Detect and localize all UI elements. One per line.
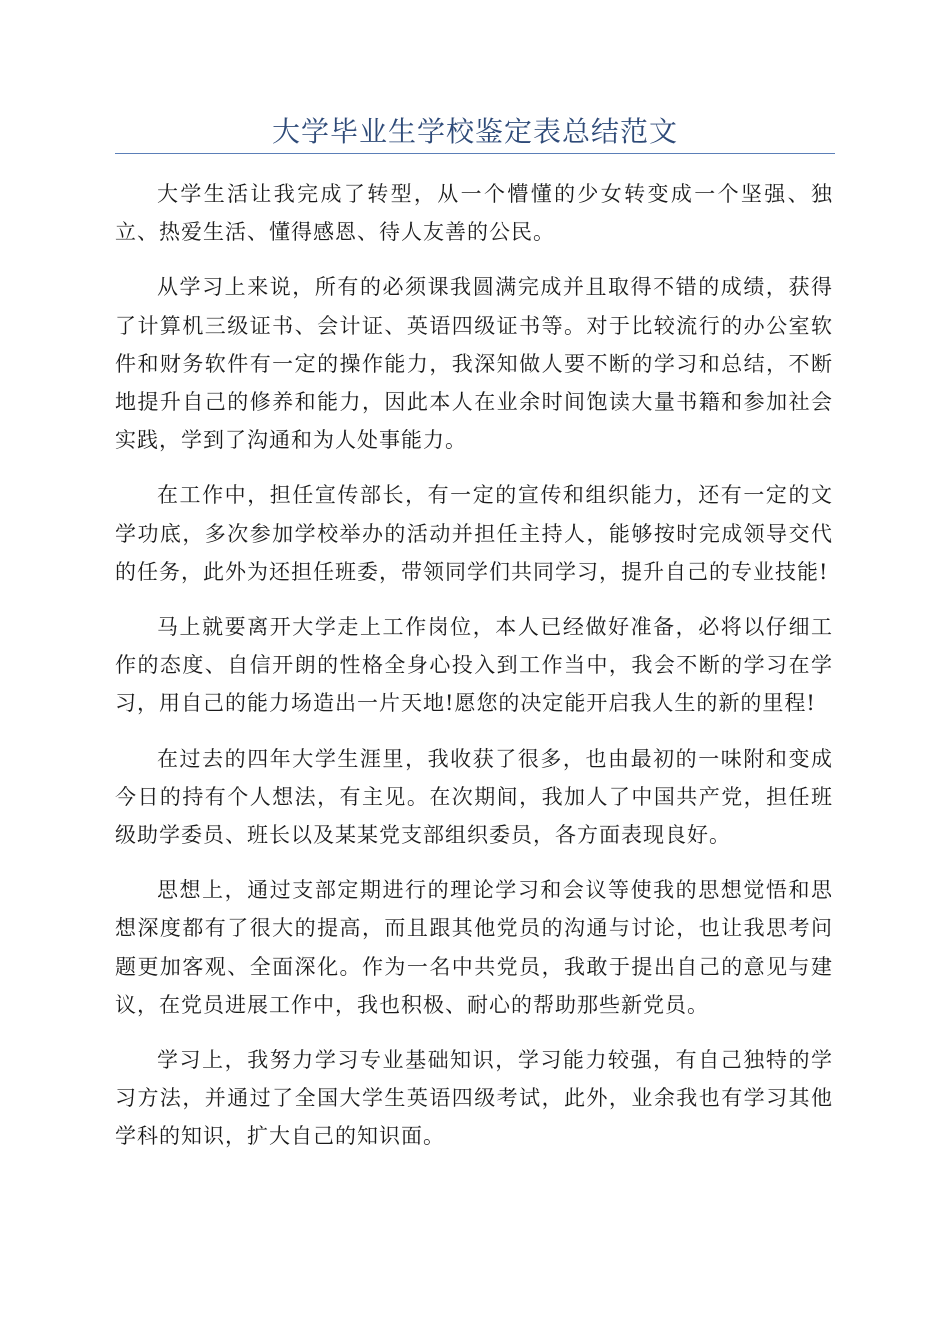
document-body [115, 175, 833, 1173]
paragraph: 从学习上来说，所有的必须课我圆满完成并且取得不错的成绩，获得了计算机三级证书、会计证、英语四级证书等。对于比较流行的办公室软件和财务软件有一定的操作能力，我深知做人要不断的学习和总结，不断地提升自己的修养和能力，因此本人在业余时间饱读大量书籍和参加社会实践，学到了沟通和为人处事能力。 [115, 275, 833, 453]
paragraph: 在过去的四年大学生涯里，我收获了很多，也由最初的一味附和变成今日的持有个人想法，有主见。在次期间，我加人了中国共产党，担任班级助学委员、班长以及某某党支部组织委员，各方面表现良好。 [115, 746, 833, 848]
document-title: 大学毕业生学校鉴定表总结范文 [271, 115, 678, 148]
paragraph: 思想上，通过支部定期进行的理论学习和会议等使我的思想觉悟和思想深度都有了很大的提高，而且跟其他党员的沟通与讨论，也让我思考问题更加客观、全面深化。作为一名中共党员，我敢于提出自己的意见与建议，在党员进展工作中，我也积极、耐心的帮助那些新党员。 [115, 878, 833, 1017]
paragraph: 学习上，我努力学习专业基础知识，学习能力较强，有自己独特的学习方法，并通过了全国大学生英语四级考试，此外，业余我也有学习其他学科的知识，扩大自己的知识面。 [115, 1048, 833, 1149]
title-underline [115, 153, 835, 154]
paragraph: 大学生活让我完成了转型，从一个懵懂的少女转变成一个坚强、独立、热爱生活、懂得感恩、待人友善的公民。 [115, 182, 833, 245]
paragraph: 在工作中，担任宣传部长，有一定的宣传和组织能力，还有一定的文学功底，多次参加学校举办的活动并担任主持人，能够按时完成领导交代的任务，此外为还担任班委，带领同学们共同学习，提升自己的专业技能! [115, 483, 833, 584]
paragraph: 马上就要离开大学走上工作岗位，本人已经做好准备，必将以仔细工作的态度、自信开朗的性格全身心投入到工作当中，我会不断的学习在学习，用自己的能力场造出一片天地!愿您的决定能开启我人生的新的里程! [115, 615, 833, 716]
